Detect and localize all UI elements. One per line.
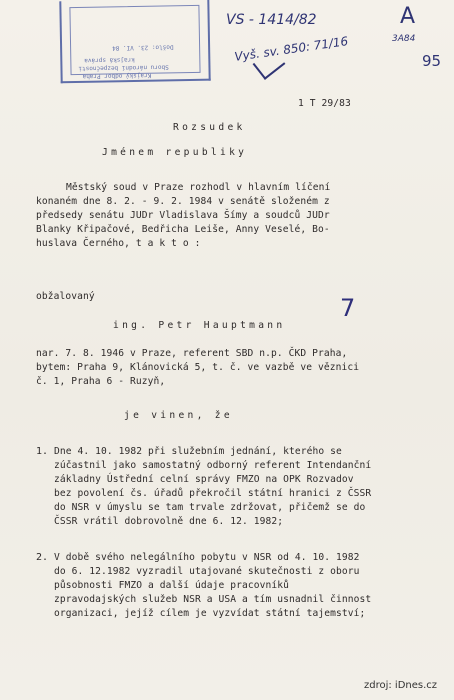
source-caption: zdroj: iDnes.cz bbox=[364, 680, 438, 691]
accused-details-line: bytem: Praha 9, Klánovická 5, t. č. ve vazbě ve věznici bbox=[36, 362, 360, 373]
verdict-heading: je vinen, že bbox=[124, 410, 233, 421]
stamp-text-line: Krajský odbor Praha bbox=[82, 71, 152, 80]
item-line: V době svého nelegálního pobytu v NSR od 4. 10. 1982 bbox=[54, 552, 360, 563]
document-title: Rozsudek bbox=[173, 122, 246, 133]
intro-line: předsedy senátu JUDr Vladislava Šímy a soudců JUDr bbox=[36, 210, 330, 221]
item-line: do NSR v úmyslu se tam trvale zdržovat, přičemž se do bbox=[54, 502, 366, 513]
accused-details-line: nar. 7. 8. 1946 v Praze, referent SBD n.p. ČKD Praha, bbox=[36, 348, 348, 359]
stamp-text-line: krajská správa bbox=[84, 56, 135, 64]
intro-line: Městský soud v Praze rozhodl v hlavním líčení bbox=[66, 182, 331, 193]
document-subtitle: Jménem republiky bbox=[102, 147, 248, 158]
handwritten-mark: 7 bbox=[340, 294, 356, 322]
stamp-text-line: Sboru národní bezpečnosti bbox=[78, 63, 169, 72]
handwritten-reference-secondary: Vyš. sv. 850: 71/16 bbox=[233, 34, 349, 64]
item-number: 2. bbox=[36, 552, 49, 563]
item-line: zpravodajských služeb NSR a USA a tím usnadnil činnost bbox=[54, 594, 372, 605]
handwritten-code: 3A84 bbox=[392, 34, 416, 44]
stamp-text-date: Došlo: 23. VI. 84 bbox=[112, 43, 174, 52]
item-line: zúčastnil jako samostatný odborný referent Intendanční bbox=[54, 460, 372, 471]
item-line: působnosti FMZO a další údaje pracovníků bbox=[54, 580, 290, 591]
item-line: ČSSR vrátil dobrovolně dne 6. 12. 1982; bbox=[54, 516, 284, 527]
handwritten-page-number: 95 bbox=[422, 52, 442, 70]
item-line: bez povolení čs. úřadů překročil státní hranici z ČSSR bbox=[54, 488, 372, 499]
item-line: Dne 4. 10. 1982 při služebním jednání, kterého se bbox=[54, 446, 342, 457]
receipt-stamp bbox=[59, 0, 210, 83]
accused-label: obžalovaný bbox=[36, 291, 95, 302]
intro-line: Blanky Křipačové, Bedřicha Leiše, Anny Veselé, Bo- bbox=[36, 224, 330, 235]
item-line: základny Ústřední celní správy FMZO na OPK Rozvadov bbox=[54, 474, 354, 485]
handwritten-letter: A bbox=[400, 4, 416, 29]
case-number: 1 T 29/83 bbox=[298, 98, 351, 109]
accused-details-line: č. 1, Praha 6 - Ruzyň, bbox=[36, 376, 166, 387]
item-number: 1. bbox=[36, 446, 49, 457]
accused-name: ing. Petr Hauptmann bbox=[113, 320, 286, 331]
item-line: do 6. 12.1982 vyzradil utajované skutečnosti z oboru bbox=[54, 566, 360, 577]
intro-line: huslava Černého, t a k t o : bbox=[36, 238, 201, 249]
handwritten-reference: VS - 1414/82 bbox=[226, 12, 317, 28]
item-line: organizaci, jejíž cílem je vyzvídat státní tajemství; bbox=[54, 608, 366, 619]
intro-line: konaném dne 8. 2. - 9. 2. 1984 v senátě složeném z bbox=[36, 196, 330, 207]
